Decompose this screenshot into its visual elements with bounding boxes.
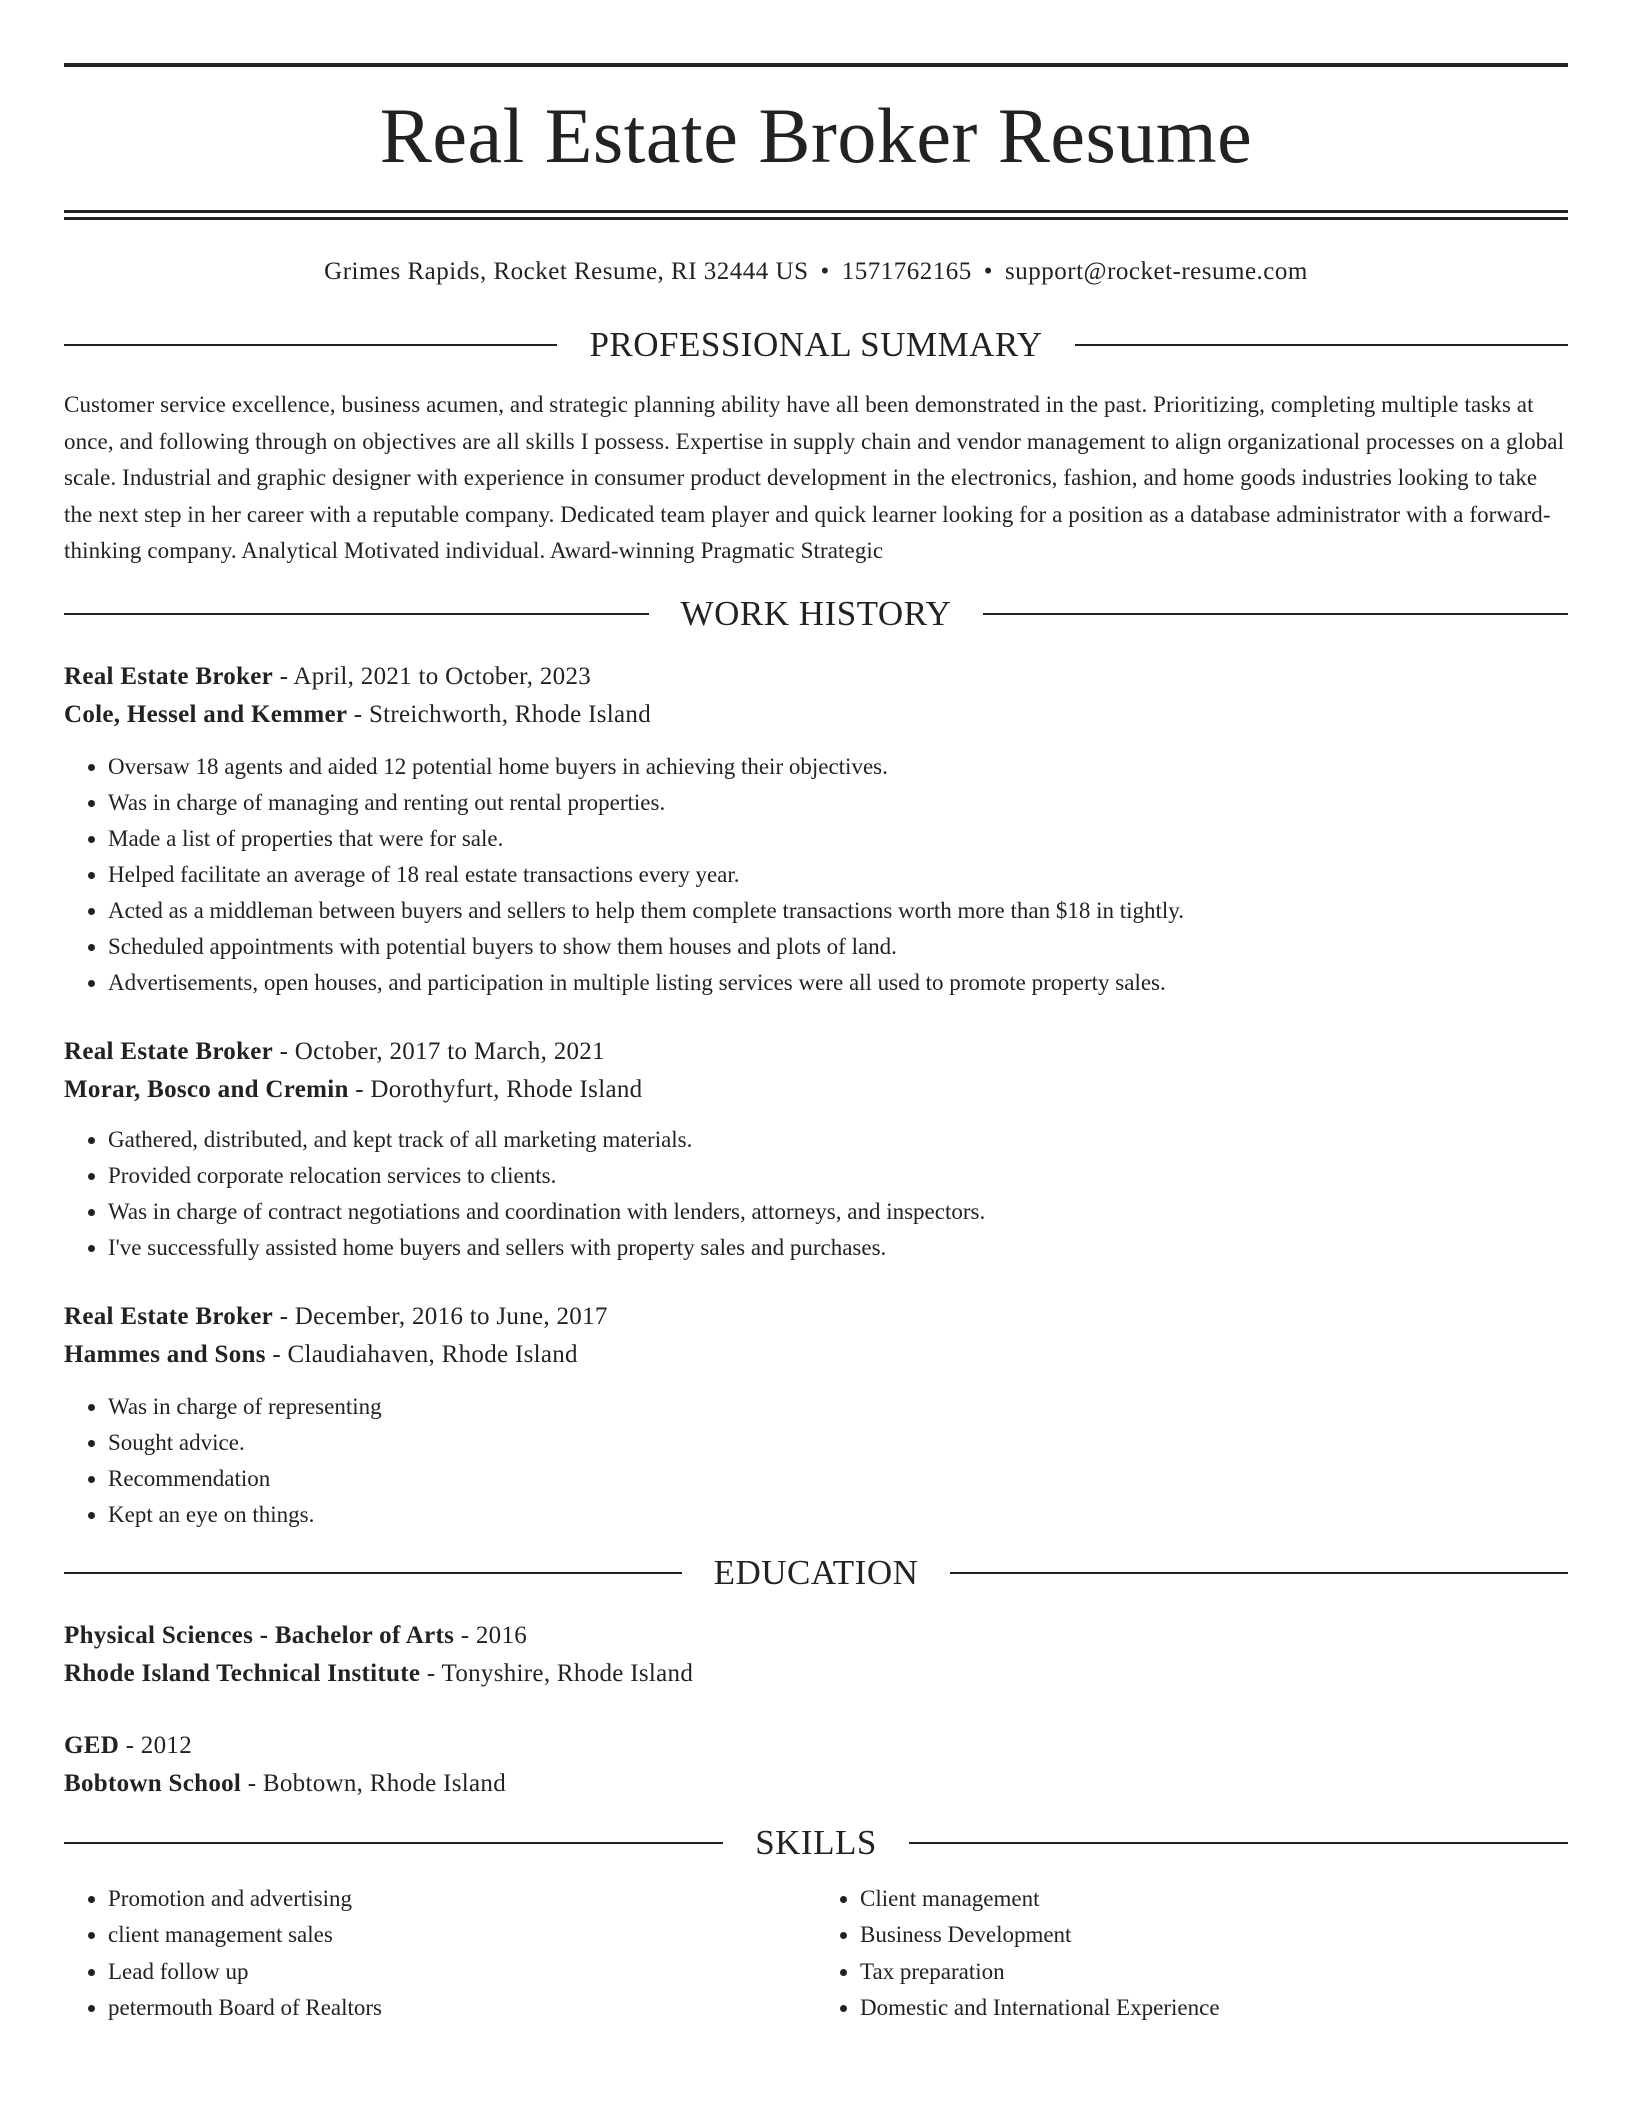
job-company-line <box>64 1071 1568 1109</box>
top-rule <box>64 63 1568 67</box>
list-item: • I've successfully assisted home buyers and sellers with property sales and purchases. <box>108 1230 1568 1266</box>
section-heading-summary <box>64 325 1568 365</box>
school-location: - Bobtown, Rhode Island <box>241 1769 506 1797</box>
contact-address: Grimes Rapids, Rocket Resume, RI 32444 US <box>324 258 809 285</box>
skills-list-left <box>64 1881 816 2027</box>
list-item: • Domestic and International Experience <box>860 1990 1568 2027</box>
job-company: Hammes and Sons <box>64 1340 266 1368</box>
heading-rule <box>909 1842 1568 1844</box>
heading-rule <box>983 613 1568 615</box>
degree-line <box>64 1617 1568 1655</box>
section-heading-skills <box>64 1823 1568 1863</box>
job-bullets <box>64 1122 1568 1266</box>
list-item: • Scheduled appointments with potential buyers to show them houses and plots of land. <box>108 929 1568 965</box>
school-name: Bobtown School <box>64 1769 242 1797</box>
degree-line <box>64 1727 1568 1765</box>
job-location: - Dorothyfurt, Rhode Island <box>348 1075 643 1103</box>
job-title-line <box>64 658 1568 696</box>
contact-separator: • <box>820 258 830 285</box>
job-company: Cole, Hessel and Kemmer <box>64 700 348 728</box>
job-title-line <box>64 1033 1568 1071</box>
section-heading-label: WORK HISTORY <box>680 593 952 633</box>
list-item: • Client management <box>860 1881 1568 1918</box>
job-location: - Claudiahaven, Rhode Island <box>265 1340 578 1368</box>
job-dates: - October, 2017 to March, 2021 <box>273 1037 605 1065</box>
job-location: - Streichworth, Rhode Island <box>347 700 652 728</box>
list-item: • petermouth Board of Realtors <box>108 1990 816 2027</box>
job-bullets <box>64 1389 1568 1533</box>
job-entry <box>64 1298 1568 1533</box>
list-item: • Helped facilitate an average of 18 real estate transactions every year. <box>108 857 1568 893</box>
list-item: • Advertisements, open houses, and participation in multiple listing services were all used to promote property sales. <box>108 965 1568 1001</box>
graduation-year: - 2016 <box>454 1621 528 1649</box>
section-heading-label: SKILLS <box>755 1822 877 1862</box>
job-dates: - April, 2021 to October, 2023 <box>273 662 592 690</box>
list-item: • Was in charge of managing and renting out rental properties. <box>108 785 1568 821</box>
list-item: • client management sales <box>108 1917 816 1954</box>
contact-line <box>64 258 1568 286</box>
contact-phone: 1571762165 <box>841 258 972 285</box>
degree: Physical Sciences - Bachelor of Arts <box>64 1621 455 1649</box>
heading-rule <box>1075 344 1568 346</box>
section-heading-label: PROFESSIONAL SUMMARY <box>589 325 1043 364</box>
list-item: • Made a list of properties that were for sale. <box>108 821 1568 857</box>
school-name: Rhode Island Technical Institute <box>64 1659 421 1687</box>
school-line <box>64 1765 1568 1803</box>
heading-rule <box>64 1572 682 1574</box>
skills-list-right <box>816 1881 1568 2027</box>
education-entry <box>64 1617 1568 1693</box>
heading-rule <box>64 344 557 346</box>
section-heading-label: EDUCATION <box>713 1552 919 1592</box>
summary-text: Customer service excellence, business acumen, and strategic planning ability have all been demonstrated in the past. Prioritizing, completing multiple tasks at once, and following through on objectives are all skills I possess. Expertise in supply chain and vendor management to align organizational processes on a global scale. Industrial and graphic designer with experience in consumer product development in the electronics, fashion, and home goods industries looking to take the next step in her career with a reputable company. Dedicated team player and quick learner looking for a position as a database administrator with a forward-thinking company. Analytical Motivated individual. Award-winning Pragmatic Strategic <box>64 392 1565 563</box>
section-heading-education <box>64 1553 1568 1593</box>
graduation-year: - 2012 <box>119 1731 193 1759</box>
contact-separator: • <box>983 258 994 285</box>
list-item: • Oversaw 18 agents and aided 12 potential home buyers in achieving their objectives. <box>108 749 1568 785</box>
resume-page <box>64 0 1568 2027</box>
job-title-line <box>64 1298 1568 1336</box>
heading-rule <box>64 1842 723 1844</box>
degree: GED <box>64 1731 120 1759</box>
job-company: Morar, Bosco and Cremin <box>64 1075 349 1103</box>
job-bullets <box>64 749 1568 1001</box>
job-dates: - December, 2016 to June, 2017 <box>273 1302 608 1330</box>
education-entry <box>64 1727 1568 1803</box>
heading-rule <box>950 1572 1568 1574</box>
resume-title: Real Estate Broker Resume <box>379 92 1253 179</box>
job-title: Real Estate Broker <box>64 662 274 690</box>
contact-email: support@rocket-resume.com <box>1005 258 1308 285</box>
list-item: • Tax preparation <box>860 1954 1568 1991</box>
job-company-line <box>64 1336 1568 1374</box>
list-item: • Lead follow up <box>108 1954 816 1991</box>
heading-rule <box>64 613 649 615</box>
list-item: • Acted as a middleman between buyers and sellers to help them complete transactions worth more than $18 in tightly. <box>108 893 1568 929</box>
job-entry <box>64 1033 1568 1266</box>
list-item: • Business Development <box>860 1917 1568 1954</box>
school-location: - Tonyshire, Rhode Island <box>420 1659 694 1687</box>
section-heading-work <box>64 594 1568 634</box>
job-title: Real Estate Broker <box>64 1302 274 1330</box>
list-item: • Provided corporate relocation services to clients. <box>108 1158 1568 1194</box>
skills-columns <box>64 1881 1568 2027</box>
job-title: Real Estate Broker <box>64 1037 274 1065</box>
list-item: • Promotion and advertising <box>108 1881 816 1918</box>
list-item: • Sought advice. <box>108 1425 1568 1461</box>
list-item: • Was in charge of contract negotiations and coordination with lenders, attorneys, and inspectors. <box>108 1194 1568 1230</box>
list-item: • Kept an eye on things. <box>108 1497 1568 1533</box>
school-line <box>64 1655 1568 1693</box>
job-company-line <box>64 696 1568 734</box>
job-entry <box>64 658 1568 1001</box>
list-item: • Gathered, distributed, and kept track of all marketing materials. <box>108 1122 1568 1158</box>
list-item: • Recommendation <box>108 1461 1568 1497</box>
title-double-rule <box>64 210 1568 220</box>
list-item: • Was in charge of representing <box>108 1389 1568 1425</box>
